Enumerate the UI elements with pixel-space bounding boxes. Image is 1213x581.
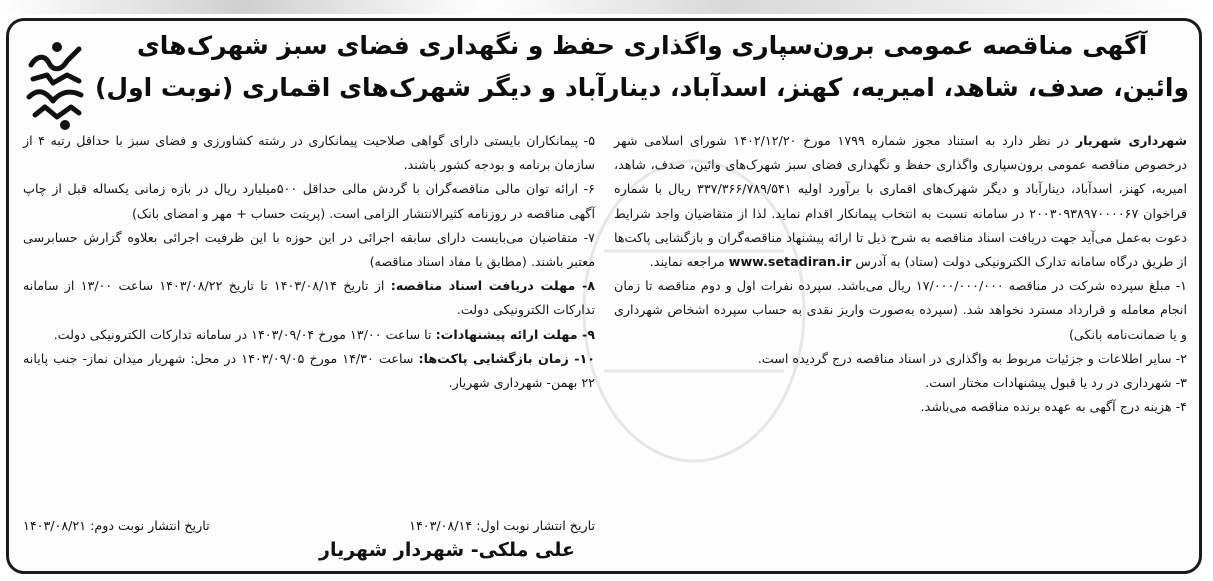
- condition-item: ۱- مبلغ سپرده شرکت در مناقصه ۱۷/۰۰۰/۰۰۰/۰۰۰ ریال می‌باشد. سپرده نفرات اول و دوم مناقصه تا زمان انجام معامله و قرارداد مسترد نخواهد شد. (سپرده به‌صورت واریز نقدی به حساب سپرده اشخاص شهرداری و یا ضمانت‌نامه بانکی): [614, 278, 1187, 342]
- deadline-documents-text: از تاریخ ۱۴۰۳/۰۸/۱۴ تا تاریخ ۱۴۰۳/۰۸/۲۲ ساعت ۱۳/۰۰ از سامانه تدارکات الکترونیکی دولت.: [23, 278, 595, 318]
- left-column: [23, 129, 595, 395]
- opening-time: [23, 347, 595, 395]
- deadline-documents: [23, 274, 595, 322]
- right-column: [614, 129, 1187, 419]
- condition-item: ۵- پیمانکاران بایستی دارای گواهی صلاحیت پیمانکاری در رشته کشاورزی و فضای سبز با حداقل رتبه ۴ از سازمان برنامه و بودجه کشور باشند.: [23, 133, 596, 173]
- intro-lead: شهرداری شهریار: [1075, 133, 1187, 148]
- signature: [23, 539, 595, 561]
- setad-website-link[interactable]: www.setadiran.ir: [728, 254, 852, 270]
- publish-dates: [23, 516, 595, 536]
- notice-title: آگهی مناقصه عمومی برون‌سپاری واگذاری حفظ و نگهداری فضای سبز شهرک‌های وائین، صدف، شاهد، امیریه، کهنز، اسدآباد، دینارآباد و دیگر شهرک‌های اقماری (نوبت اول): [95, 31, 1189, 102]
- deadline-proposals: [23, 323, 595, 347]
- condition-item: ۷- متقاضیان می‌بایست دارای سابقه اجرائی در این حوزه با این ظرفیت اجرائی بعلاوه گزارش حسابرسی معتبر باشند. (مطابق با مفاد اسناد مناقصه): [23, 229, 595, 270]
- publish-date-second: تاریخ انتشار نوبت دوم: ۱۴۰۳/۰۸/۲۱: [23, 518, 210, 533]
- top-scan-band: [0, 0, 1213, 14]
- condition-item: ۳- شهرداری در رد یا قبول پیشنهادات مختار است.: [925, 375, 1187, 391]
- intro-paragraph: [614, 129, 1187, 274]
- deadline-documents-label: ۸- مهلت دریافت اسناد مناقصه:: [390, 278, 596, 294]
- notice-frame: [6, 18, 1202, 574]
- deadline-proposals-text: تا ساعت ۱۳/۰۰ مورخ ۱۴۰۳/۰۹/۰۴ در سامانه تدارکات الکترونیکی دولت.: [53, 326, 436, 342]
- opening-time-text: ساعت ۱۴/۳۰ مورخ ۱۴۰۳/۰۹/۰۵ در محل: شهریار میدان نماز- جنب پایانه ۲۲ بهمن- شهرداری شهریار.: [23, 350, 595, 391]
- municipality-logo: [23, 35, 87, 133]
- condition-item: ۴- هزینه درج آگهی به عهده برنده مناقصه می‌باشد.: [920, 399, 1187, 415]
- intro-body-2: مراجعه نمایند.: [649, 254, 729, 270]
- deadline-proposals-label: ۹- مهلت ارائه پیشنهادات:: [435, 326, 595, 342]
- opening-time-label: ۱۰- زمان بازگشایی پاکت‌ها:: [418, 350, 596, 366]
- signature-text: علی ملکی- شهردار شهریار: [319, 539, 575, 561]
- publish-date-first: تاریخ انتشار نوبت اول: ۱۴۰۳/۰۸/۱۴: [409, 518, 595, 533]
- condition-item: ۶- ارائه توان مالی مناقصه‌گران با گردش مالی حداقل ۵۰۰میلیارد ریال در بازه زمانی یکساله قبل از چاپ آگهی مناقصه در روزنامه کثیرالانتشار الزامی است. (پرینت حساب + مهر و امضای بانک): [23, 181, 595, 221]
- intro-body-1: در نظر دارد به استناد مجوز شماره ۱۷۹۹ مورخ ۱۴۰۲/۱۲/۲۰ شورای اسلامی شهر درخصوص مناقصه عمومی برون‌سپاری واگذاری حفظ و نگهداری فضای سبز شهرک‌های وائین، صدف، شاهد، امیریه، کهنز، اسدآباد، دینارآباد و دیگر شهرک‌های اقماری با برآورد اولیه ۳۳۷/۳۶۶/۷۸۹/۵۴۱ ریال با شماره فراخوان ۲۰۰۳۰۹۳۸۹۷۰۰۰۰۶۷ در سامانه نسبت به انتخاب پیمانکار اقدام نماید. لذا از متقاضیان واجد شرایط دعوت به‌عمل می‌آید جهت دریافت اسناد مناقصه به شرح ذیل تا ارائه پیشنهاد مناقصه‌گران و بازگشایی پاکت‌ها از طریق درگاه سامانه تدارک الکترونیکی دولت (ستاد) به آدرس: [614, 133, 1188, 270]
- condition-item: ۲- سایر اطلاعات و جزئیات مربوط به واگذاری در اسناد مناقصه درج گردیده است.: [757, 350, 1187, 366]
- logo-calligraphy-icon: [23, 35, 87, 133]
